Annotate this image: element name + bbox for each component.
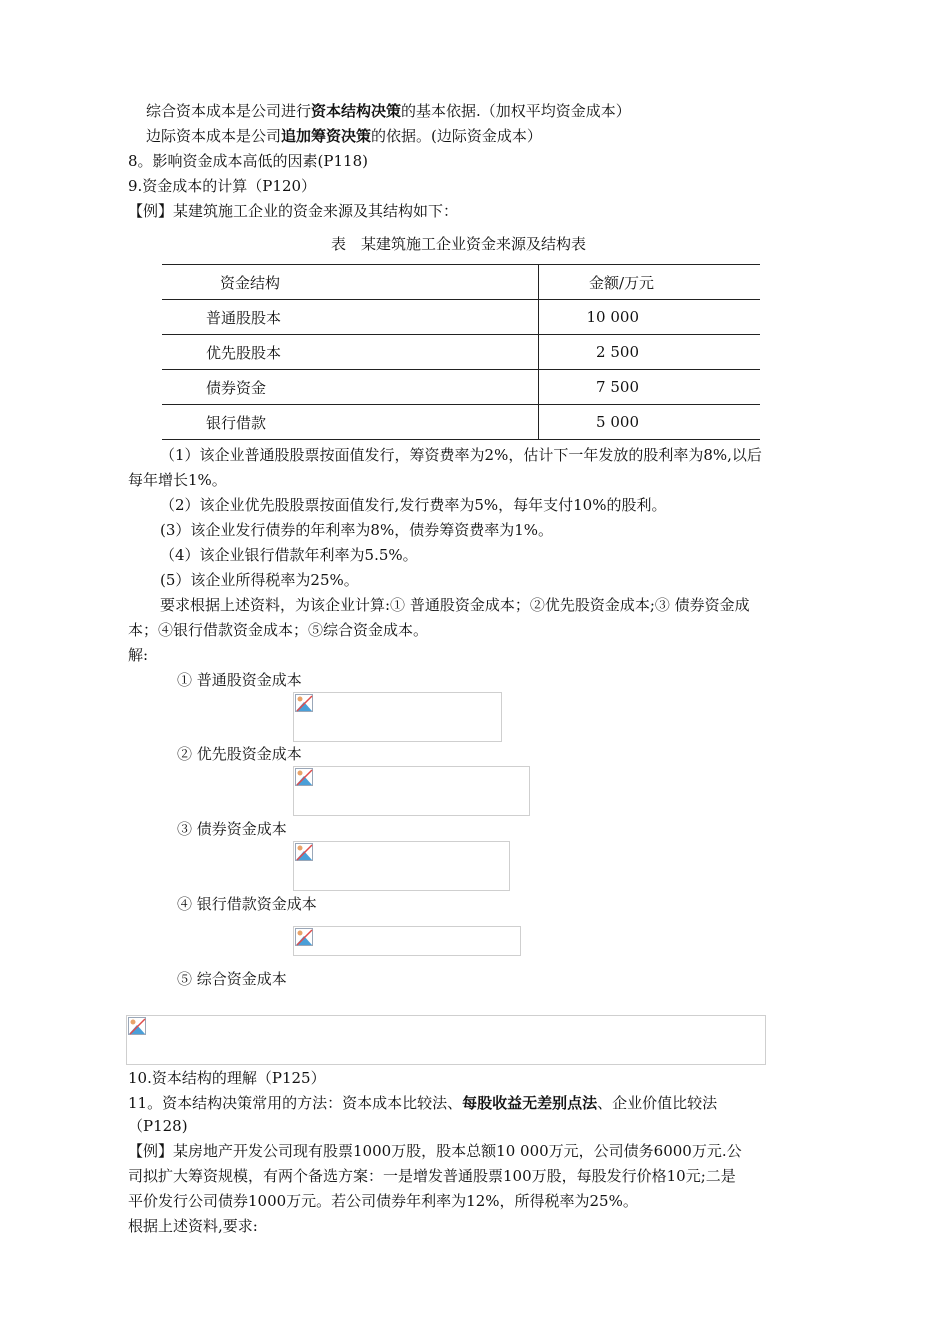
condition-4: （4）该企业银行借款年利率为5.5%。 (160, 546, 418, 564)
paragraph-marginal-cost (146, 126, 542, 146)
text-segment: 的基本依据.（加权平均资金成本） (401, 102, 631, 120)
bold-term: 每股收益无差别点法 (462, 1094, 598, 1112)
item-8: 8。影响资金成本高低的因素(P118) (128, 152, 368, 170)
solution-step-4: ④ 银行借款资金成本 (177, 895, 317, 913)
bold-term: 追加筹资决策 (281, 127, 372, 145)
broken-image-icon (295, 694, 313, 712)
solution-step-5: ⑤ 综合资金成本 (177, 970, 287, 988)
example-2-line-a: 【例】某房地产开发公司现有股票1000万股，股本总额10 000万元，公司债务6000万元.公 (128, 1142, 742, 1160)
solution-step-3: ③ 债券资金成本 (177, 820, 287, 838)
text-segment: 的依据。(边际资金成本） (371, 127, 542, 145)
row-amount-cell (539, 405, 761, 440)
broken-image-icon (295, 928, 313, 946)
example-2-line-d: 根据上述资料,要求: (128, 1217, 258, 1235)
formula-image-bank-loan (293, 926, 521, 956)
broken-image-icon (128, 1017, 146, 1035)
table-caption: 表 某建筑施工企业资金来源及结构表 (331, 235, 587, 253)
item-9: 9.资金成本的计算（P120） (128, 177, 317, 195)
condition-1a: （1）该企业普通股股票按面值发行，筹资费率为2%，估计下一年发放的股利率为8%,以后 (160, 446, 762, 464)
paragraph-composite-cost (146, 101, 631, 121)
header-amount: 金额/万元 (589, 273, 655, 292)
row-amount-cell (539, 300, 761, 335)
requirement-b: 本；④银行借款资金成本；⑤综合资金成本。 (128, 621, 429, 639)
requirement-a: 要求根据上述资料，为该企业计算:① 普通股资金成本；②优先股资金成本;③ 债券资金成 (160, 596, 750, 614)
funding-structure-table (162, 264, 760, 440)
text-segment: 11。资本结构决策常用的方法：资本成本比较法、 (128, 1094, 463, 1112)
solution-step-1: ① 普通股资金成本 (177, 671, 302, 689)
condition-1b: 每年增长1%。 (128, 471, 227, 489)
row-name: 银行借款 (162, 405, 539, 440)
table-row (162, 300, 760, 335)
row-amount: 10 000 (586, 308, 639, 326)
table-row (162, 370, 760, 405)
table-row (162, 405, 760, 440)
solution-label: 解: (128, 646, 149, 664)
text-segment: 边际资本成本是公司 (146, 127, 282, 145)
broken-image-icon (295, 768, 313, 786)
condition-5: (5）该企业所得税率为25%。 (160, 571, 359, 589)
header-amount-cell (539, 265, 761, 300)
formula-image-common-stock (293, 692, 502, 742)
broken-image-icon (295, 843, 313, 861)
item-11-page-ref: （P128) (128, 1117, 188, 1135)
example-2-line-b: 司拟扩大筹资规模，有两个备选方案：一是增发普通股票100万股，每股发行价格10元;二是 (128, 1167, 736, 1185)
example-1-intro: 【例】某建筑施工企业的资金来源及其结构如下： (128, 202, 459, 220)
solution-step-2: ② 优先股资金成本 (177, 745, 302, 763)
row-amount: 2 500 (596, 343, 639, 361)
row-amount: 5 000 (596, 413, 639, 431)
formula-image-composite (126, 1015, 766, 1065)
condition-2: （2）该企业优先股股票按面值发行,发行费率为5%，每年支付10%的股利。 (160, 496, 667, 514)
formula-image-bond (293, 841, 510, 891)
item-11 (128, 1093, 717, 1113)
condition-3: (3）该企业发行债券的年利率为8%，债券筹资费率为1%。 (160, 521, 553, 539)
row-name: 优先股股本 (162, 335, 539, 370)
row-amount: 7 500 (596, 378, 639, 396)
bold-term: 资本结构决策 (311, 102, 402, 120)
row-name: 债券资金 (162, 370, 539, 405)
row-amount-cell (539, 335, 761, 370)
row-amount-cell (539, 370, 761, 405)
header-structure: 资金结构 (162, 265, 539, 300)
formula-image-preferred-stock (293, 766, 530, 816)
row-name: 普通股股本 (162, 300, 539, 335)
item-10: 10.资本结构的理解（P125） (128, 1069, 326, 1087)
table-row (162, 335, 760, 370)
example-2-line-c: 平价发行公司债券1000万元。若公司债券年利率为12%，所得税率为25%。 (128, 1192, 638, 1210)
table-header-row (162, 265, 760, 300)
text-segment: 综合资本成本是公司进行 (146, 102, 312, 120)
text-segment: 、企业价值比较法 (597, 1094, 718, 1112)
